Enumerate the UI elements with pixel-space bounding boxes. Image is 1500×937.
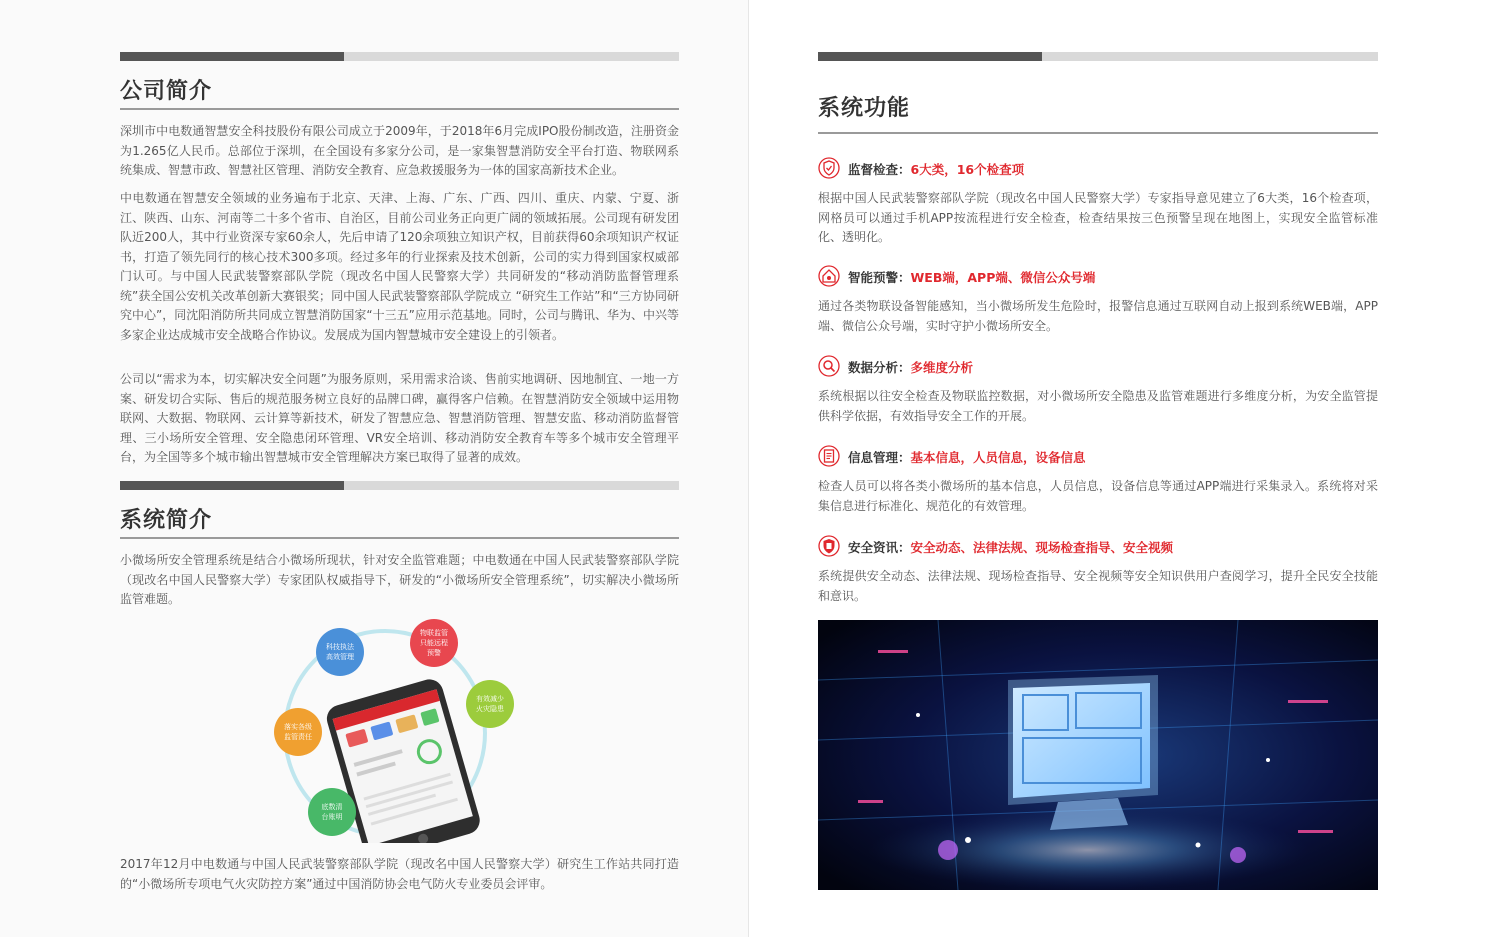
bubble-1: 科技执法 高效管理 <box>316 628 364 676</box>
bubble-2: 物联监管 只能远程 预警 <box>410 619 458 667</box>
feature-highlight: 6大类，16个检查项 <box>910 162 1025 177</box>
feature-heading <box>848 538 1173 556</box>
monitor-graphic <box>818 620 1378 890</box>
document-icon <box>818 445 840 467</box>
feature-description: 通过各类物联设备智能感知，当小微场所发生危险时，报警信息通过互联网自动上报到系统WEB端，APP端、微信公众号端，实时守护小微场所安全。 <box>818 299 1378 333</box>
feature-description: 系统提供安全动态、法律法规、现场检查指导、安全视频等安全知识供用户查阅学习，提升全民安全技能和意识。 <box>818 569 1378 603</box>
feature-label: 数据分析： <box>848 360 911 375</box>
tech-monitor-image <box>818 620 1378 890</box>
feature-description: 根据中国人民武装警察部队学院（现改名中国人民警察大学）专家指导意见建立了6大类，16个检查项，网格员可以通过手机APP按流程进行安全检查，检查结果按三色预警呈现在地图上，实现安全监管标准化、透明化。 <box>818 191 1378 244</box>
feature-highlight: 安全动态、法律法规、现场检查指导、安全视频 <box>910 540 1174 555</box>
section-divider-bar <box>120 481 679 490</box>
bubble-5: 底数清 台账明 <box>308 788 356 836</box>
company-paragraph-2: 中电数通在智慧安全领域的业务遍布于北京、天津、上海、广东、广西、四川、重庆、内蒙、宁夏、浙江、陕西、山东、河南等二十多个省市、自治区，目前公司业务正向更广阔的领域拓展。公司现有研发团队近200人，其中行业资深专家60余人，先后申请了120余项独立知识产权，目前获得60余项知识产权证书，打造了领先同行的核心技术300多项。经过多年的行业探索及技术创新，公司的实力得到国家权威部门认可。与中国人民武装警察部队学院（现改名中国人民警察大学）共同研发的“移动消防监督管理系统”获全国公安机关改革创新大赛银奖；同中国人民武装警察部队学院成立 “研究生工作站”和“三方协同研究中心”，同沈阳消防所共同成立智慧消防国家“十三五”应用示范基地。同时，公司与腾讯、华为、中兴等多家企业达成城市安全战略合作协议。发展成为国内智慧城市安全建设上的引领者。 <box>120 191 679 342</box>
features-title: 系统功能 <box>818 96 911 121</box>
title-underline <box>818 132 1378 134</box>
shield-news-icon <box>818 535 840 557</box>
title-underline <box>120 537 679 539</box>
feature-heading <box>848 268 1095 286</box>
section-divider-bar <box>120 52 679 61</box>
magnifier-icon <box>818 355 840 377</box>
feature-highlight: 多维度分析 <box>910 360 974 375</box>
feature-highlight: WEB端，APP端、微信公众号端 <box>910 270 1096 285</box>
feature-highlight: 基本信息，人员信息，设备信息 <box>910 450 1086 465</box>
feature-label: 监督检查： <box>848 162 911 177</box>
system-footer: 2017年12月中电数通与中国人民武装警察部队学院（现改名中国人民警察大学）研究生工作站共同打造的“小微场所专项电气火灾防控方案”通过中国消防协会电气防火专业委员会评审。 <box>120 857 679 891</box>
company-title: 公司简介 <box>120 79 213 104</box>
alarm-house-icon <box>818 265 840 287</box>
bubble-4: 落实各级 监管责任 <box>274 708 322 756</box>
section-divider-bar <box>818 52 1378 61</box>
feature-heading <box>848 448 1086 466</box>
feature-heading <box>848 358 973 376</box>
left-page <box>0 0 749 937</box>
feature-description: 系统根据以往安全检查及物联监控数据，对小微场所安全隐患及监管难题进行多维度分析，为安全监管提供科学依据，有效指导安全工作的开展。 <box>818 389 1378 423</box>
title-underline <box>120 108 679 110</box>
feature-label: 安全资讯： <box>848 540 911 555</box>
feature-label: 信息管理： <box>848 450 911 465</box>
shield-check-icon <box>818 157 840 179</box>
feature-label: 智能预警： <box>848 270 911 285</box>
feature-heading <box>848 160 1024 178</box>
right-page <box>749 0 1500 937</box>
system-title: 系统简介 <box>120 508 213 533</box>
bubble-3: 有效减少 火灾隐患 <box>466 680 514 728</box>
system-intro: 小微场所安全管理系统是结合小微场所现状，针对安全监管难题；中电数通在中国人民武装警察部队学院（现改名中国人民警察大学）专家团队权威指导下，研发的“小微场所安全管理系统”，切实解决小微场所监管难题。 <box>120 553 679 606</box>
app-illustration <box>270 618 530 843</box>
feature-description: 检查人员可以将各类小微场所的基本信息，人员信息，设备信息等通过APP端进行采集录入。系统将对采集信息进行标准化、规范化的有效管理。 <box>818 479 1378 513</box>
company-paragraph-3: 公司以“需求为本，切实解决安全问题”为服务原则，采用需求洽谈、售前实地调研、因地制宜、一地一方案、研发切合实际、售后的规范服务树立良好的品牌口碑，赢得客户信赖。在智慧消防安全领域中运用物联网、大数据、物联网、云计算等新技术，研发了智慧应急、智慧消防管理、智慧安监、移动消防监督管理、三小场所安全管理、安全隐患闭环管理、VR安全培训、移动消防安全教育车等多个城市安全管理平台，为全国等多个城市输出智慧城市安全管理解决方案已取得了显著的成效。 <box>120 372 679 464</box>
company-paragraph-1: 深圳市中电数通智慧安全科技股份有限公司成立于2009年，于2018年6月完成IPO股份制改造，注册资金为1.265亿人民币。总部位于深圳，在全国设有多家分公司，是一家集智慧消防安全平台打造、物联网系统集成、智慧市政、智慧社区管理、消防安全教育、应急救援服务为一体的国家高新技术企业。 <box>120 124 679 177</box>
